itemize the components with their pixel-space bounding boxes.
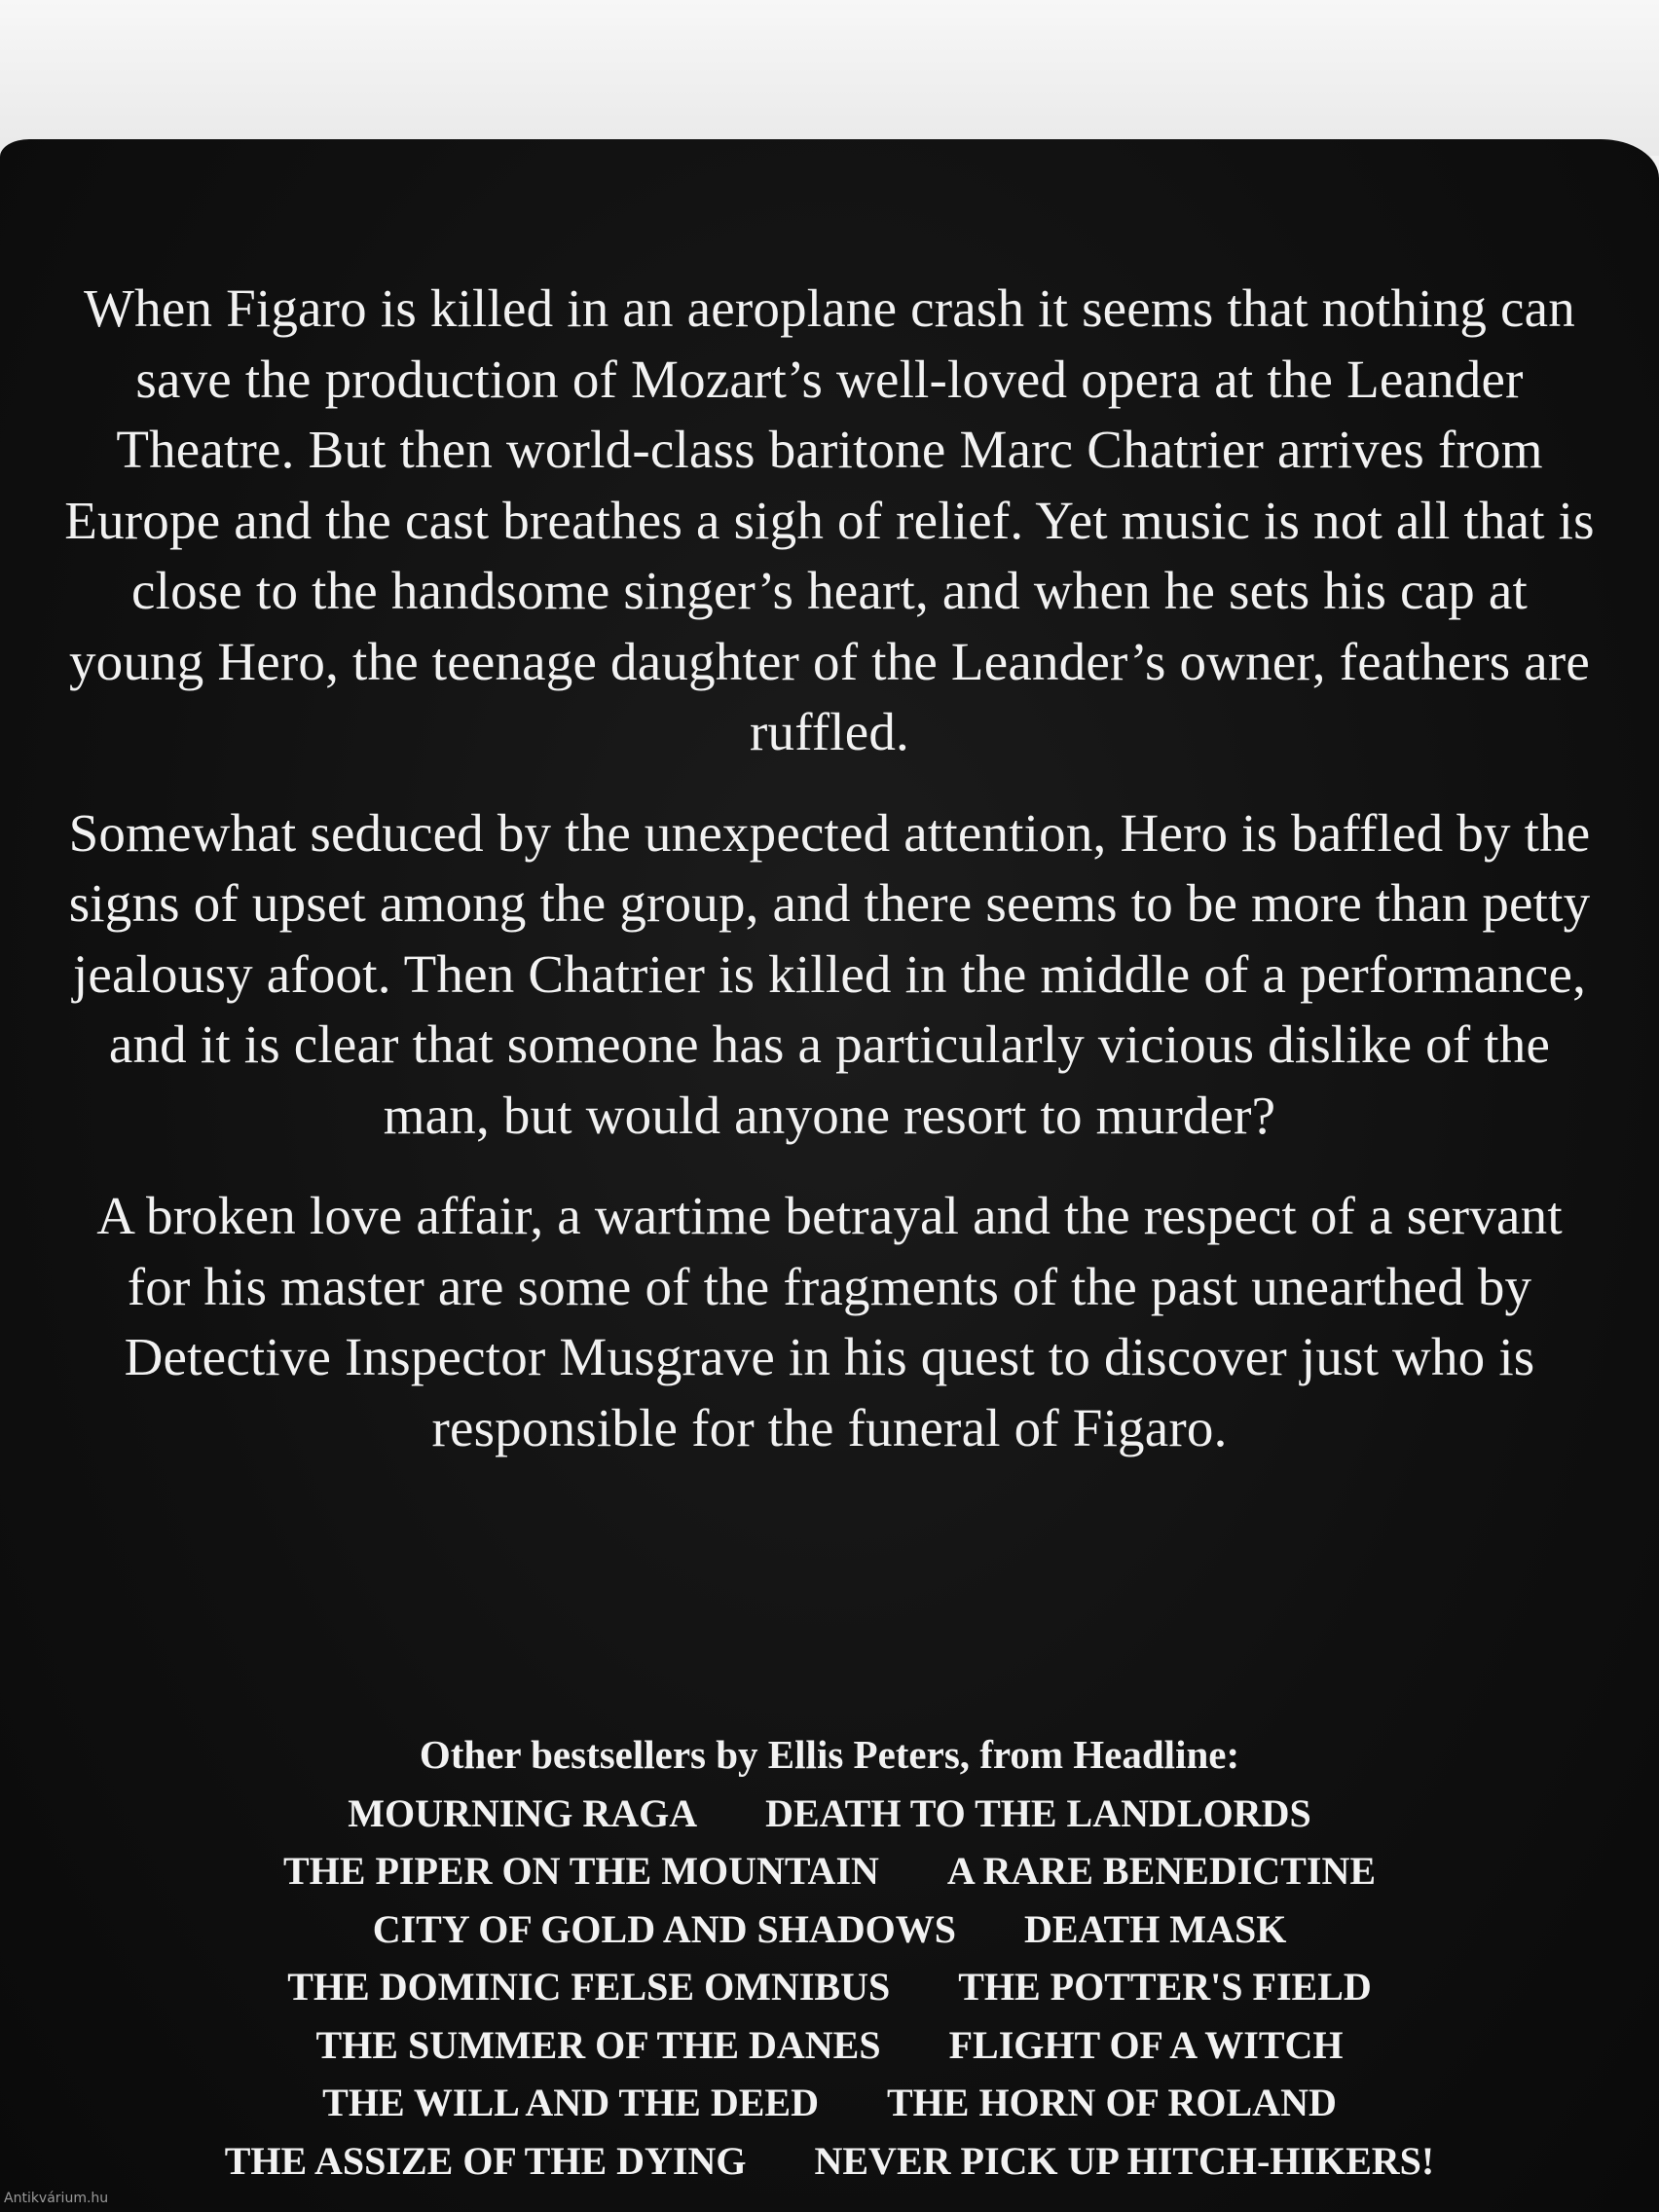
book-title: THE HORN OF ROLAND xyxy=(886,2081,1337,2124)
other-bestsellers-heading: Other bestsellers by Ellis Peters, from Headline: xyxy=(419,1732,1240,1777)
book-title: THE DOMINIC FELSE OMNIBUS xyxy=(287,1965,891,2009)
book-title-row xyxy=(60,2016,1599,2075)
blurb xyxy=(60,274,1599,1493)
background-paper xyxy=(0,0,1659,156)
book-title: THE POTTER'S FIELD xyxy=(958,1965,1372,2009)
other-bestsellers xyxy=(60,1726,1599,2190)
book-title-row xyxy=(60,1785,1599,1843)
book-title: THE PIPER ON THE MOUNTAIN xyxy=(282,1849,879,1893)
book-title: CITY OF GOLD AND SHADOWS xyxy=(372,1906,957,1951)
blurb-paragraph-1: When Figaro is killed in an aeroplane crash it seems that nothing can save the production of Mozart’s well-loved opera at the Leander Theatre. But then world-class baritone Marc Chatrier arrives from Europe and the cast breathes a sigh of relief. Yet music is not all that is close to the handsome singer’s heart, and when he sets his cap at young Hero, the teenage daughter of the Leander’s owner, feathers are ruffled. xyxy=(64,278,1595,761)
book-title-row xyxy=(60,1958,1599,2016)
book-title-row xyxy=(60,1842,1599,1900)
book-title: DEATH TO THE LANDLORDS xyxy=(765,1790,1311,1835)
book-title: THE ASSIZE OF THE DYING xyxy=(224,2138,747,2183)
watermark: Antikvárium.hu xyxy=(4,2191,109,2206)
book-title-row xyxy=(60,1900,1599,1959)
book-title: NEVER PICK UP HITCH-HIKERS! xyxy=(814,2138,1435,2183)
book-title-row xyxy=(60,2132,1599,2191)
blurb-paragraph-2: Somewhat seduced by the unexpected attention, Hero is baffled by the signs of upset among the group, and there seems to be more than petty jealousy afoot. Then Chatrier is killed in the middle of a performance, and it is clear that someone has a particularly vicious dislike of the man, but would anyone resort to murder? xyxy=(68,802,1591,1145)
book-title-row xyxy=(60,2074,1599,2132)
book-title: THE SUMMER OF THE DANES xyxy=(315,2022,881,2067)
book-back-cover xyxy=(0,139,1659,2212)
blurb-paragraph-3: A broken love affair, a wartime betrayal and the respect of a servant for his master are some of the fragments of the past unearthed by Detective Inspector Musgrave in his quest to discover just who is responsible for the funeral of Figaro. xyxy=(96,1186,1563,1457)
book-title: DEATH MASK xyxy=(1024,1906,1287,1951)
book-title: FLIGHT OF A WITCH xyxy=(948,2022,1344,2067)
book-title: A RARE BENEDICTINE xyxy=(946,1849,1377,1893)
book-title: MOURNING RAGA xyxy=(348,1790,698,1835)
book-title: THE WILL AND THE DEED xyxy=(322,2081,819,2124)
